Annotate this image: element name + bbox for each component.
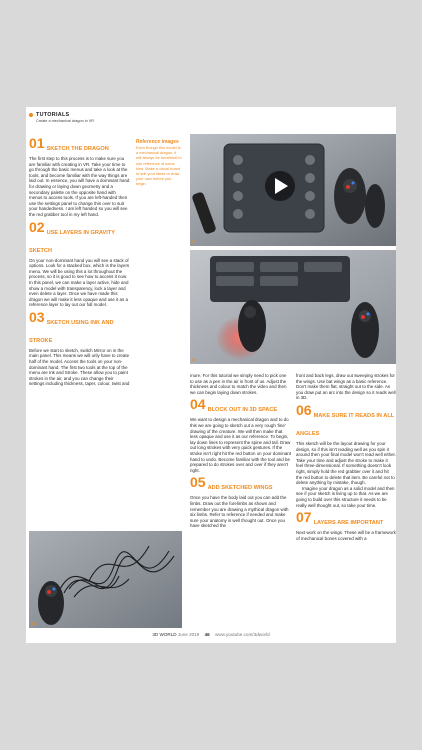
step-title: USE LAYERS IN GRAVITY SKETCH [29,229,115,254]
image-03 [29,531,182,628]
image-01 [190,134,396,246]
image-02 [190,250,396,364]
footer-month: June 2019 [177,632,200,637]
step-body-2: Imagine your dragon as a solid model and then see if your sketch is living up to that. As we are going to build over this structure it needs to be really well thought out, so take your time. [296,485,395,508]
vr-sketch-illustration [29,531,182,628]
reference-sidebar [136,139,182,187]
step-05-continued: front and back legs, draw out sweeping strokes for the wings. Use bat wings as a basic reference. Don't make them flat, straight out to the side. As you draw put an arc into the design so it reads well in 3D. [296,373,396,401]
sidebar-title: Reference images [136,139,179,145]
step-number: 05 [190,476,206,491]
step-title: MAKE SURE IT READS IN ALL ANGLES [296,412,395,437]
column-2 [190,373,291,529]
step-number: 06 [296,403,312,418]
step-03-continued: more. For this tutorial we simply need to pick one to use as a pen in the air in front of us. Adjust the thickness and colour to match the video and then we can begin laying down strokes. [190,373,287,395]
footer-brand: 3D WORLD [152,632,177,637]
step-body: Once you have the body laid out you can add the limbs. Draw out the forelimbs as shown and remember you are drawing a mythical dragon with six limbs. Refer to reference if needed and make sure your anatomy is well thought out. Once you have sketched the [190,495,289,529]
step-body: This sketch will be the layout drawing for your design, so if this isn't reading well as you spin it around then your final model won't read well either. Take your time and adjust the stroke to make it feel three-dimensional. If something doesn't look right, simply hold the red grabber over it and hit the red button to delete that item. Be careful not to delete anything by mistake, though. [296,440,396,486]
step-04 [190,398,291,473]
step-number: 04 [190,398,206,413]
step-body: Before we start to sketch, switch Mirror on in the main panel. This means we will only have to create half of the model. Access the tools on your non-dominant hand. The first two tools at the top of the menu are Ink and Stroke. These allow you to paint strokes in the air, and you can change their settings including thickness, taper, colour, twist and [29,347,130,387]
section-header [29,112,94,123]
page-footer [26,632,396,637]
step-02 [29,221,130,308]
step-title: SKETCH THE DRAGON [46,146,109,152]
step-number: 07 [296,511,312,526]
step-06 [296,404,396,508]
vr-layers-illustration [190,250,396,364]
bullet-icon [29,113,33,117]
image-caption: 02 [192,358,197,362]
article-subtitle: Create a mechanical dragon in VR [36,119,95,123]
step-body: The first step to this process is to make sure you are familiar with creating in VR. Take your time to go through the basic menus and take a look at the tools, and become familiar with the way things are laid out. In essence, you will have a dominant hand for drawing or laying down geometry and a secondary palette on the opposite hand with menus to access tools. If you are left-handed then use the settings panel to change this over to suit your handedness. I am left handed so you will see the red grabber tool in my left hand. [29,156,130,217]
step-number: 02 [29,220,45,235]
image-caption: 01 [192,240,197,244]
step-05 [190,476,291,529]
step-title: LAYERS ARE IMPORTANT [313,520,384,527]
step-title: SKETCH USING INK AND STROKE [29,319,114,344]
step-body: Next work on the wings. These will be a framework of mechanical bones covered with a [296,530,396,541]
step-01 [29,137,130,218]
column-3 [296,373,396,541]
step-body: We want to design a mechanical dragon and to do this we are going to sketch out a very rough 'line' drawing of the creature. We will then make that less opaque and use it as our reference. To begin, lay down lines to represent the spine and tail. Draw out long strokes with very quick gestures. If the stroke isn't right hit the red button on your dominant hand to undo. Become familiar with the tool and be prepared to do strokes over and over if they aren't right. [190,417,291,473]
section-label: TUTORIALS [36,112,70,118]
magazine-page [26,107,396,643]
step-title: ADD SKETCHED WINGS [207,485,273,492]
step-body: On your non-dominant hand you will see a stack of options. Look for a stacked box, which is the layers menu. We will be using this a lot throughout the process, so it is good to see how to access it now. In this panel, we can make a layer active, hide and show a model with transparency, lock a layer and even delete a layer. Once we have made this dragon we will make it less opaque and use it as a reference layer to lay out our full model. [29,257,130,308]
step-03 [29,311,130,387]
vr-menu-illustration [190,134,396,246]
step-number: 03 [29,310,45,325]
footer-url[interactable]: www.youtube.com/3dworld [215,632,270,637]
page-number: 46 [204,632,210,637]
step-number: 01 [29,137,45,151]
step-title: BLOCK OUT IN 3D SPACE [207,407,278,414]
sidebar-body: Even though this model is a mechanical dragon, it will always be beneficial to use reference of some kind. Make a visual board to suit your ideas or draw your own before you begin. [136,145,182,187]
image-caption: 03 [31,622,36,626]
step-07 [296,511,396,541]
column-1 [29,137,130,387]
